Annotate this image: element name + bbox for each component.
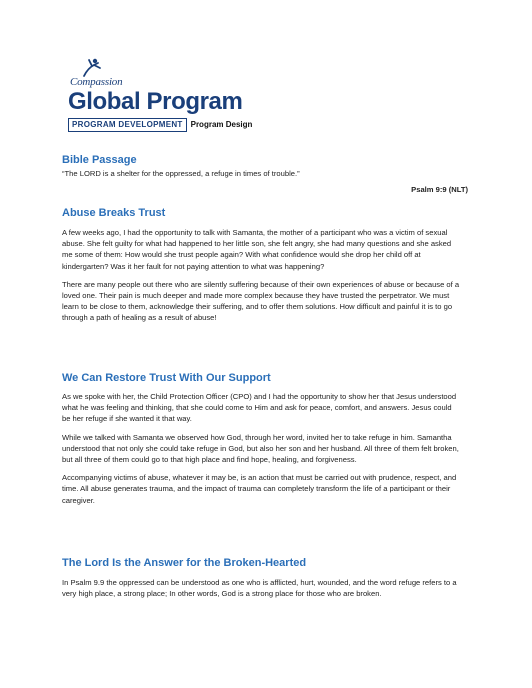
paragraph: As we spoke with her, the Child Protection Officer (CPO) and I had the opportunity to show her that Jesus understood what he was feeling and thinking, that she could come to Him and ask for peace, comfort, and answers. Jesus could be her refuge if she wanted it that way. bbox=[62, 392, 457, 424]
program-design-tag: Program Design bbox=[190, 120, 253, 129]
compassion-wordmark: Compassion bbox=[70, 76, 123, 88]
paragraph: Accompanying victims of abuse, whatever it may be, is an action that must be carried out with prudence, respect, and time. All abuse generates trauma, and the impact of trauma can completely transform the life of a participant or their caregiver. bbox=[62, 473, 457, 505]
broken-hearted-heading: The Lord Is the Answer for the Broken-Hearted bbox=[62, 557, 307, 569]
bible-quote: “The LORD is a shelter for the oppressed, a refuge in times of trouble.” bbox=[62, 169, 300, 178]
abuse-breaks-trust-section bbox=[62, 206, 462, 324]
program-title: Global Program bbox=[68, 88, 243, 115]
compassion-logo bbox=[68, 58, 308, 132]
abuse-breaks-trust-heading: Abuse Breaks Trust bbox=[62, 207, 166, 219]
program-tagline bbox=[68, 118, 252, 130]
paragraph: There are many people out there who are silently suffering because of their own experiences of abuse or because of a loved one. Their pain is much deeper and made more complex because they have trusted the perpetrator. We must learn to be close to them, acknowledge their suffering, and to offer them solutions. How difficult and painful it is to go through a path of healing as a result of abuse! bbox=[62, 279, 460, 323]
paragraph: A few weeks ago, I had the opportunity to talk with Samanta, the mother of a participant who was a victim of sexual abuse. She felt guilty for what had happened to her little son, she felt angry, she had many questions and she asked me some of them: How would she trust people again? With what confidence would she drop her child off at kindergarten? Was it her fault for not paying attention to what was happening? bbox=[62, 228, 452, 271]
restore-trust-heading: We Can Restore Trust With Our Support bbox=[62, 372, 271, 384]
paragraph: In Psalm 9.9 the oppressed can be understood as one who is afflicted, hurt, wounded, and the word refuge refers to a very high place, a strong place; In other words, God is a strong place for those who are broken. bbox=[62, 578, 457, 599]
broken-hearted-section bbox=[62, 556, 462, 599]
restore-trust-section bbox=[62, 371, 462, 506]
compassion-figure-icon bbox=[78, 58, 104, 78]
program-development-tag: PROGRAM DEVELOPMENT bbox=[68, 118, 187, 132]
bible-reference: Psalm 9:9 (NLT) bbox=[411, 185, 468, 194]
paragraph: While we talked with Samanta we observed how God, through her word, invited her to take refuge in him. Samantha understood that not only she could take refuge in God, but also her son and her husband. All three of them felt broken, but all three of them could go to that high place and find hope, healing, and forgiveness. bbox=[62, 432, 459, 465]
bible-passage-section bbox=[62, 153, 462, 179]
bible-passage-heading: Bible Passage bbox=[62, 154, 137, 166]
